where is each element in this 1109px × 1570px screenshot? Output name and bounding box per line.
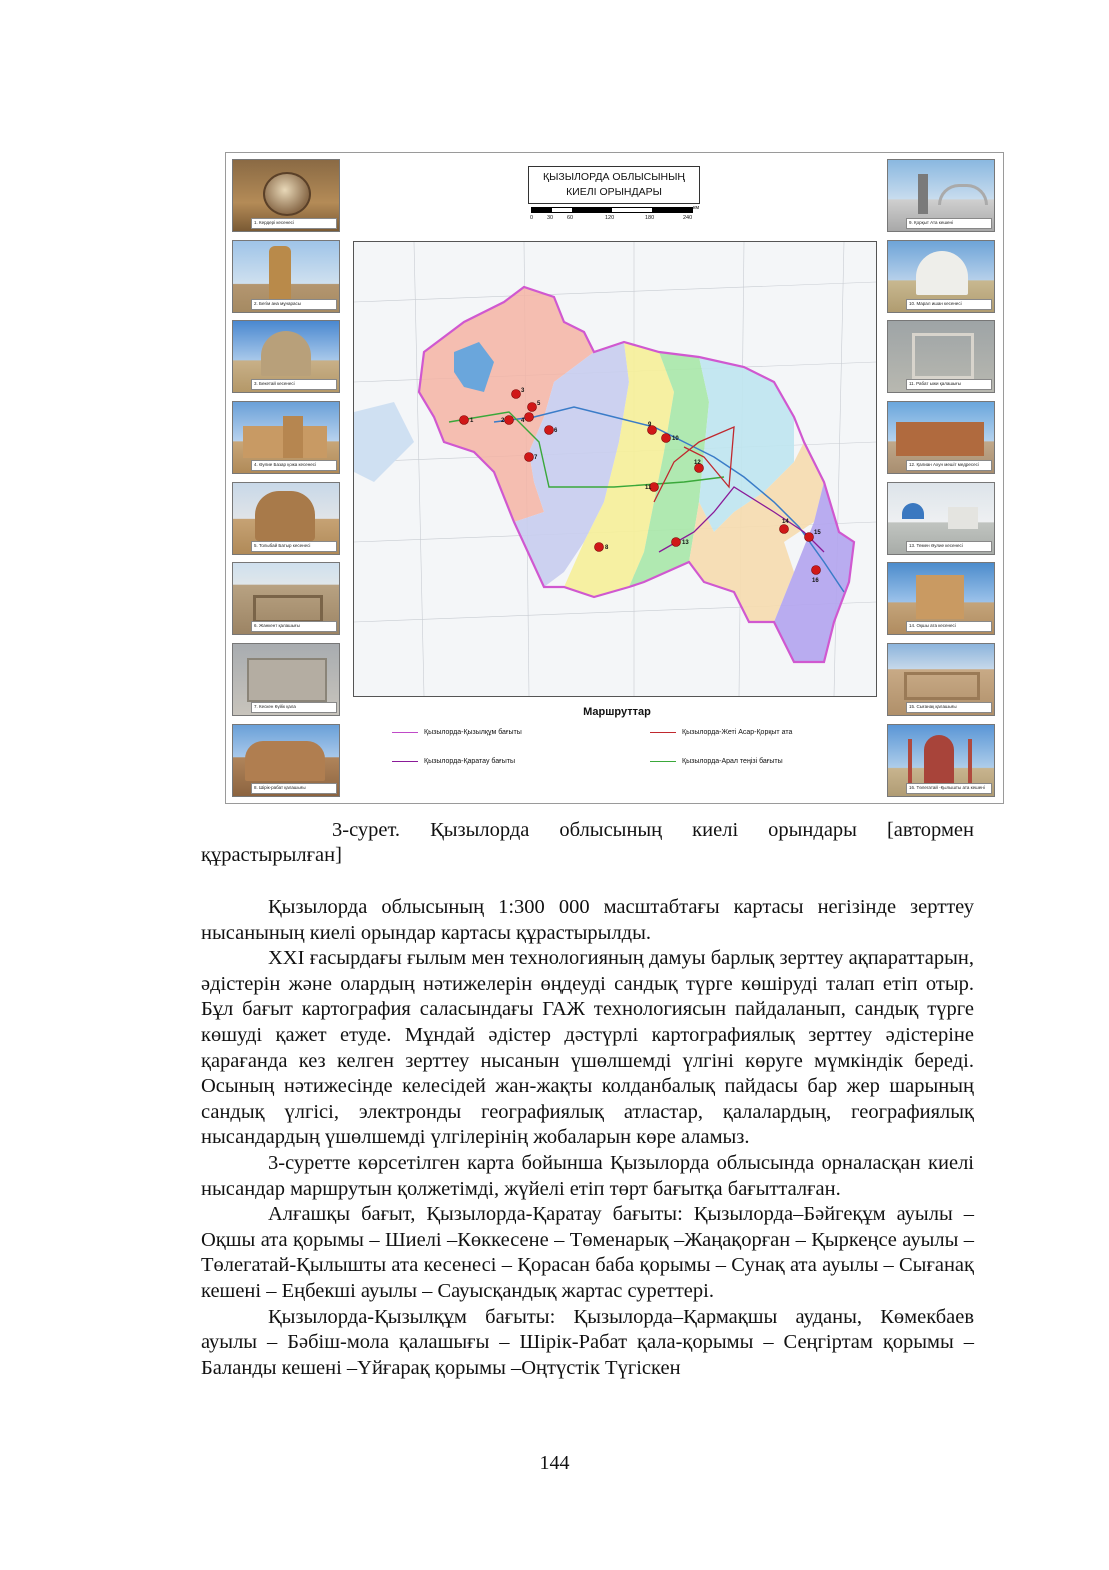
photo-thumbnail [232,159,340,232]
legend-item: Қызылорда-Жеті Асар-Қорқыт ата [650,729,792,736]
thumb-caption: 14. Оқшы ата кесенесі [906,621,992,632]
photo-thumbnail [887,724,995,797]
svg-text:5: 5 [537,401,541,407]
legend-item: Қызылорда-Қаратау бағыты [392,758,515,765]
svg-text:12: 12 [694,460,701,466]
photo-thumbnail [887,320,995,393]
thumb-caption: 10. Марал ишан кесенесі [906,299,992,310]
thumb-caption: 15. Сығанақ қалашығы [906,702,992,713]
thumb-caption: 13. Темен Әулие кесенесі [906,541,992,552]
thumb-caption: 9. Қорқыт Ата кешені [906,218,992,229]
svg-text:8: 8 [605,545,609,551]
photo-thumbnail [232,643,340,716]
map-title-line1: ҚЫЗЫЛОРДА ОБЛЫСЫНЫҢ [542,171,686,183]
body-text [201,895,974,1381]
region-map [353,241,877,697]
svg-text:10: 10 [672,436,679,442]
photo-thumbnail [887,401,995,474]
photo-thumbnail [232,482,340,555]
caption-line2: құрастырылған] [201,844,342,866]
thumb-caption: 6. Жанкент қалашығы [251,621,337,632]
map-figure [225,152,1004,804]
svg-text:14: 14 [782,519,789,525]
thumb-caption: 5. Толыбай Батыр кесенесі [251,541,337,552]
svg-text:4: 4 [521,418,525,424]
svg-text:11: 11 [645,485,652,491]
thumb-caption: 11. Рабат ыжи қалашығы [906,379,992,390]
thumb-caption: 4. Өулие Базар қожа кесенесі [251,460,337,471]
caption-line1: 3-сурет. Қызылорда облысының киелі орындары [автормен [332,819,974,841]
legend-item: Қызылорда-Арал теңізі бағыты [650,758,783,765]
legend-title: Маршруттар [583,706,651,718]
photo-thumbnail [887,562,995,635]
scale-bar: 0 30 60 120 180 240 км [530,205,700,221]
thumb-caption: 16. Төлегатай -Қылышты ата кешені [906,783,992,794]
svg-text:16: 16 [812,578,819,584]
figure-caption [201,818,974,868]
photo-thumbnail [232,401,340,474]
photo-thumbnail [232,240,340,313]
thumb-caption: 2. Бегім ана мұнарасы [251,299,337,310]
map-title [528,166,700,204]
map-title-line2: КИЕЛІ ОРЫНДАРЫ [566,186,662,198]
photo-thumbnail [887,159,995,232]
photo-thumbnail [232,320,340,393]
paragraph: Қызылорда-Қызылқұм бағыты: Қызылорда–Қармақшы ауданы, Көмекбаев ауылы – Бәбіш-мола қалашығы – Шірік-Рабат қала-қорымы – Сеңгіртам қорымы –Баланды кешені –Үйғарақ қорымы –Оңтүстік Түгіскен [201,1305,974,1379]
photo-thumbnail [887,240,995,313]
thumb-caption: 8. Шірік-рабат қалашығы [251,783,337,794]
svg-text:13: 13 [682,540,689,546]
thumb-caption: 7. Кескен Күйік қала [251,702,337,713]
thumb-caption: 12. Қалиан Ахун мешіт медресесі [906,460,992,471]
thumb-caption: 3. Бекетай кесенесі [251,379,337,390]
svg-text:1: 1 [470,418,474,424]
photo-thumbnail [232,562,340,635]
paragraph: XXI ғасырдағы ғылым мен технологияның дамуы барлық зерттеу ақпараттарын, әдістерін және олардың нәтижелерін өңдеуді сандық түрге көшіруді талап етіп отыр. Бұл бағыт картография саласындағы ГАЖ технологиясын пайдаланып, сандық түрге көшуді қажет етуде. Мұндай әдістер дәстүрлі картографиялық зерттеу әдістеріне қарағанда кез келген зерттеу нысанын үшөлшемді үлгіні көруге мүмкіндік береді. Осының нәтижесінде келесідей жан-жақты колданбалық пайдасы бар жер шарының сандық үлгісі, электронды географиялық атластар, қалалардың, географиялық нысандардың үшөлшемді үлгілерінің жобаларын көре аламыз. [201,947,974,1149]
svg-text:6: 6 [554,428,558,434]
photo-thumbnail [887,643,995,716]
photo-thumbnail [232,724,340,797]
thumb-caption: 1. Кердері кесенесі [251,218,337,229]
legend-item: Қызылорда-Қызылқұм бағыты [392,729,522,736]
page-number: 144 [539,1452,570,1474]
paragraph: Алғашқы бағыт, Қызылорда-Қаратау бағыты: Қызылорда–Бәйгеқұм ауылы –Оқшы ата қорымы – Шиелі –Көккесене – Төменарық –Жаңақорған – Қыркеңсе ауылы –Төлегатай-Қылышты ата кесенесі – Қорасан баба қорымы – Сунақ ата ауылы – Сығанақ кешені – Еңбекші ауылы – Сауысқандық жартас суреттері. [201,1203,974,1302]
map-graphic [354,242,876,696]
photo-thumbnail [887,482,995,555]
svg-text:2: 2 [501,418,505,424]
paragraph: Қызылорда облысының 1:300 000 масштабтағы картасы негізінде зерттеу нысанының киелі орындар картасы құрастырылды. [201,896,974,944]
svg-text:15: 15 [814,530,821,536]
svg-text:3: 3 [521,388,525,394]
paragraph: 3-суретте көрсетілген карта бойынша Қызылорда облысында орналасқан киелі нысандар маршрутын қолжетімді, жүйелі етіп төрт бағытқа бағытталған. [201,1151,974,1200]
svg-text:7: 7 [534,455,538,461]
svg-text:9: 9 [648,422,652,428]
